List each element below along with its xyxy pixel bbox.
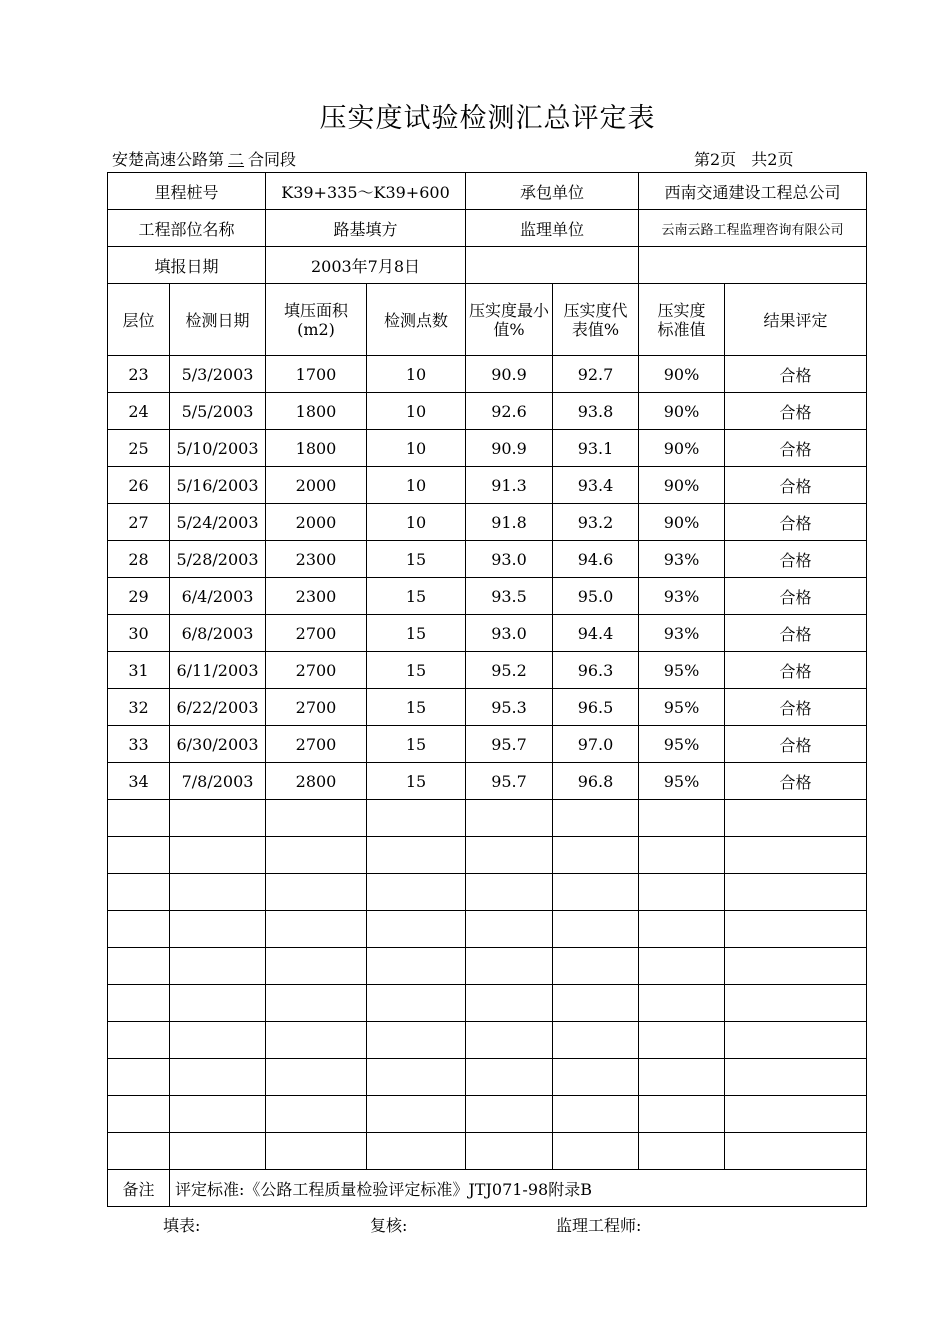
cell-standard: 95% xyxy=(639,689,725,726)
cell-point-count: 10 xyxy=(367,467,466,504)
empty-cell xyxy=(725,837,867,874)
cell-point-count: 15 xyxy=(367,652,466,689)
cell-test-date: 6/4/2003 xyxy=(170,578,266,615)
cell-layer: 29 xyxy=(108,578,170,615)
cell-rep-compaction: 94.4 xyxy=(553,615,639,652)
header-point-count: 检测点数 xyxy=(367,284,466,356)
cell-point-count: 15 xyxy=(367,689,466,726)
remark-label: 备注 xyxy=(108,1170,170,1207)
empty-cell xyxy=(553,837,639,874)
project-part-label: 工程部位名称 xyxy=(108,210,266,247)
cell-result: 合格 xyxy=(725,541,867,578)
empty-cell xyxy=(170,985,266,1022)
empty-cell xyxy=(266,1133,367,1170)
empty-cell xyxy=(639,1096,725,1133)
table-row xyxy=(108,541,867,578)
supervisor-value: 云南云路工程监理咨询有限公司 xyxy=(639,210,867,247)
cell-area: 2700 xyxy=(266,652,367,689)
empty-cell xyxy=(367,837,466,874)
empty-row xyxy=(108,874,867,911)
cell-test-date: 5/3/2003 xyxy=(170,356,266,393)
report-date-value: 2003年7月8日 xyxy=(266,247,466,284)
empty-cell xyxy=(466,800,553,837)
cell-standard: 90% xyxy=(639,393,725,430)
cell-point-count: 15 xyxy=(367,578,466,615)
cell-standard: 95% xyxy=(639,763,725,800)
empty-cell xyxy=(367,911,466,948)
cell-area: 2700 xyxy=(266,615,367,652)
cell-layer: 32 xyxy=(108,689,170,726)
empty-cell xyxy=(553,800,639,837)
cell-rep-compaction: 95.0 xyxy=(553,578,639,615)
cell-area: 1800 xyxy=(266,393,367,430)
cell-rep-compaction: 93.4 xyxy=(553,467,639,504)
cell-result: 合格 xyxy=(725,578,867,615)
cell-test-date: 5/24/2003 xyxy=(170,504,266,541)
cell-min-compaction: 93.0 xyxy=(466,615,553,652)
empty-cell xyxy=(639,985,725,1022)
cell-min-compaction: 95.7 xyxy=(466,763,553,800)
empty-cell xyxy=(725,1096,867,1133)
empty-cell xyxy=(266,911,367,948)
cell-result: 合格 xyxy=(725,652,867,689)
empty-cell xyxy=(108,1096,170,1133)
cell-rep-compaction: 93.1 xyxy=(553,430,639,467)
info-row-project-part xyxy=(108,210,867,247)
cell-area: 1800 xyxy=(266,430,367,467)
table-row xyxy=(108,504,867,541)
header-min-compaction: 压实度最小值% xyxy=(466,284,553,356)
empty-cell xyxy=(108,948,170,985)
empty-cell xyxy=(466,1022,553,1059)
empty-cell xyxy=(266,985,367,1022)
empty-row xyxy=(108,1059,867,1096)
empty-cell xyxy=(639,1133,725,1170)
cell-standard: 90% xyxy=(639,430,725,467)
cell-test-date: 6/8/2003 xyxy=(170,615,266,652)
cell-test-date: 5/28/2003 xyxy=(170,541,266,578)
cell-test-date: 7/8/2003 xyxy=(170,763,266,800)
remark-text: 评定标准:《公路工程质量检验评定标准》JTJ071-98附录B xyxy=(170,1170,867,1207)
cell-result: 合格 xyxy=(725,726,867,763)
empty-cell xyxy=(553,1059,639,1096)
empty-cell xyxy=(367,1133,466,1170)
cell-rep-compaction: 96.5 xyxy=(553,689,639,726)
cell-standard: 93% xyxy=(639,578,725,615)
empty-cell xyxy=(725,874,867,911)
cell-result: 合格 xyxy=(725,393,867,430)
table-row xyxy=(108,393,867,430)
info-row-report-date xyxy=(108,247,867,284)
empty-row xyxy=(108,1096,867,1133)
cell-test-date: 6/11/2003 xyxy=(170,652,266,689)
empty-cell xyxy=(108,1022,170,1059)
header-area: 填压面积(m2) xyxy=(266,284,367,356)
cell-point-count: 10 xyxy=(367,393,466,430)
cell-area: 2800 xyxy=(266,763,367,800)
empty-cell xyxy=(170,1022,266,1059)
empty-cell xyxy=(553,874,639,911)
cell-standard: 93% xyxy=(639,615,725,652)
cell-rep-compaction: 97.0 xyxy=(553,726,639,763)
cell-result: 合格 xyxy=(725,504,867,541)
cell-standard: 95% xyxy=(639,652,725,689)
cell-rep-compaction: 92.7 xyxy=(553,356,639,393)
table-row xyxy=(108,430,867,467)
cell-area: 2300 xyxy=(266,578,367,615)
cell-layer: 24 xyxy=(108,393,170,430)
empty-cell xyxy=(466,911,553,948)
report-date-label: 填报日期 xyxy=(108,247,266,284)
cell-min-compaction: 95.7 xyxy=(466,726,553,763)
cell-result: 合格 xyxy=(725,615,867,652)
cell-area: 2700 xyxy=(266,726,367,763)
empty-cell xyxy=(367,985,466,1022)
table-row xyxy=(108,615,867,652)
cell-layer: 30 xyxy=(108,615,170,652)
empty-cell xyxy=(367,874,466,911)
cell-layer: 25 xyxy=(108,430,170,467)
table-row xyxy=(108,356,867,393)
mileage-label: 里程桩号 xyxy=(108,173,266,210)
table-row xyxy=(108,467,867,504)
cell-area: 2300 xyxy=(266,541,367,578)
cell-result: 合格 xyxy=(725,356,867,393)
cell-area: 2000 xyxy=(266,467,367,504)
cell-layer: 28 xyxy=(108,541,170,578)
empty-cell xyxy=(108,911,170,948)
cell-test-date: 5/5/2003 xyxy=(170,393,266,430)
header-layer: 层位 xyxy=(108,284,170,356)
empty-cell xyxy=(170,948,266,985)
empty-cell xyxy=(170,1059,266,1096)
empty-cell xyxy=(266,1096,367,1133)
cell-rep-compaction: 96.3 xyxy=(553,652,639,689)
empty-cell xyxy=(553,948,639,985)
column-header-row xyxy=(108,284,867,356)
table-row xyxy=(108,652,867,689)
cell-min-compaction: 93.0 xyxy=(466,541,553,578)
empty-cell xyxy=(266,948,367,985)
cell-min-compaction: 92.6 xyxy=(466,393,553,430)
cell-rep-compaction: 94.6 xyxy=(553,541,639,578)
info-row-mileage xyxy=(108,173,867,210)
table-row xyxy=(108,763,867,800)
empty-cell xyxy=(108,985,170,1022)
cell-point-count: 15 xyxy=(367,541,466,578)
empty-cell xyxy=(266,800,367,837)
cell-point-count: 15 xyxy=(367,763,466,800)
cell-rep-compaction: 93.2 xyxy=(553,504,639,541)
empty-cell xyxy=(639,911,725,948)
empty-cell xyxy=(367,800,466,837)
cell-min-compaction: 93.5 xyxy=(466,578,553,615)
cell-test-date: 6/30/2003 xyxy=(170,726,266,763)
header-representative-compaction: 压实度代表值% xyxy=(553,284,639,356)
subline-prefix: 安楚高速公路第 xyxy=(112,150,225,169)
compaction-summary-table xyxy=(107,172,867,1207)
cell-layer: 33 xyxy=(108,726,170,763)
empty-row xyxy=(108,800,867,837)
cell-layer: 31 xyxy=(108,652,170,689)
cell-min-compaction: 90.9 xyxy=(466,356,553,393)
reviewed-by-label: 复核: xyxy=(370,1216,408,1235)
cell-test-date: 5/16/2003 xyxy=(170,467,266,504)
remark-row xyxy=(108,1170,867,1207)
table-row xyxy=(108,726,867,763)
empty-cell xyxy=(639,247,867,284)
empty-cell xyxy=(553,1022,639,1059)
empty-cell xyxy=(466,837,553,874)
cell-min-compaction: 90.9 xyxy=(466,430,553,467)
empty-cell xyxy=(170,837,266,874)
empty-cell xyxy=(367,1022,466,1059)
cell-result: 合格 xyxy=(725,763,867,800)
contract-segment-number: 二 xyxy=(228,150,245,169)
empty-cell xyxy=(170,874,266,911)
empty-cell xyxy=(266,1022,367,1059)
table-row xyxy=(108,689,867,726)
empty-cell xyxy=(639,874,725,911)
page-info: 第2页 共2页 xyxy=(694,150,794,169)
cell-layer: 27 xyxy=(108,504,170,541)
cell-layer: 23 xyxy=(108,356,170,393)
header-standard-compaction: 压实度标准值 xyxy=(639,284,725,356)
empty-cell xyxy=(553,985,639,1022)
cell-standard: 90% xyxy=(639,467,725,504)
empty-cell xyxy=(639,837,725,874)
cell-point-count: 10 xyxy=(367,356,466,393)
empty-cell xyxy=(725,948,867,985)
empty-cell xyxy=(639,1022,725,1059)
empty-cell xyxy=(725,985,867,1022)
empty-row xyxy=(108,1133,867,1170)
empty-row xyxy=(108,1022,867,1059)
empty-cell xyxy=(466,1059,553,1096)
empty-cell xyxy=(108,837,170,874)
empty-cell xyxy=(639,1059,725,1096)
empty-cell xyxy=(639,948,725,985)
empty-cell xyxy=(466,948,553,985)
cell-point-count: 10 xyxy=(367,504,466,541)
cell-rep-compaction: 96.8 xyxy=(553,763,639,800)
contractor-value: 西南交通建设工程总公司 xyxy=(639,173,867,210)
cell-result: 合格 xyxy=(725,430,867,467)
cell-min-compaction: 91.3 xyxy=(466,467,553,504)
engineer-label: 监理工程师: xyxy=(556,1216,642,1235)
empty-cell xyxy=(108,1133,170,1170)
empty-cell xyxy=(266,874,367,911)
cell-area: 2000 xyxy=(266,504,367,541)
cell-area: 2700 xyxy=(266,689,367,726)
empty-cell xyxy=(725,800,867,837)
cell-min-compaction: 95.2 xyxy=(466,652,553,689)
empty-cell xyxy=(553,1096,639,1133)
cell-point-count: 15 xyxy=(367,615,466,652)
empty-cell xyxy=(725,1059,867,1096)
cell-layer: 26 xyxy=(108,467,170,504)
empty-cell xyxy=(553,911,639,948)
cell-min-compaction: 95.3 xyxy=(466,689,553,726)
contractor-label: 承包单位 xyxy=(466,173,639,210)
cell-result: 合格 xyxy=(725,467,867,504)
project-part-value: 路基填方 xyxy=(266,210,466,247)
header-result: 结果评定 xyxy=(725,284,867,356)
cell-test-date: 6/22/2003 xyxy=(170,689,266,726)
empty-cell xyxy=(266,1059,367,1096)
table-row xyxy=(108,578,867,615)
empty-row xyxy=(108,985,867,1022)
empty-cell xyxy=(466,1096,553,1133)
empty-cell xyxy=(725,1022,867,1059)
subline-suffix: 合同段 xyxy=(248,150,297,169)
cell-rep-compaction: 93.8 xyxy=(553,393,639,430)
empty-cell xyxy=(108,800,170,837)
cell-min-compaction: 91.8 xyxy=(466,504,553,541)
empty-cell xyxy=(367,1059,466,1096)
supervisor-label: 监理单位 xyxy=(466,210,639,247)
empty-cell xyxy=(367,1096,466,1133)
empty-cell xyxy=(466,874,553,911)
empty-cell xyxy=(725,1133,867,1170)
empty-cell xyxy=(725,911,867,948)
empty-cell xyxy=(553,1133,639,1170)
filled-by-label: 填表: xyxy=(163,1216,201,1235)
empty-cell xyxy=(108,1059,170,1096)
empty-cell xyxy=(170,1133,266,1170)
empty-row xyxy=(108,948,867,985)
empty-row xyxy=(108,911,867,948)
header-test-date: 检测日期 xyxy=(170,284,266,356)
cell-point-count: 15 xyxy=(367,726,466,763)
empty-cell xyxy=(108,874,170,911)
empty-cell xyxy=(466,1133,553,1170)
empty-cell xyxy=(170,1096,266,1133)
mileage-value: K39+335～K39+600 xyxy=(266,173,466,210)
empty-cell xyxy=(170,911,266,948)
cell-standard: 95% xyxy=(639,726,725,763)
empty-cell xyxy=(466,985,553,1022)
cell-area: 1700 xyxy=(266,356,367,393)
empty-row xyxy=(108,837,867,874)
cell-result: 合格 xyxy=(725,689,867,726)
cell-standard: 90% xyxy=(639,504,725,541)
cell-standard: 90% xyxy=(639,356,725,393)
empty-cell xyxy=(466,247,639,284)
cell-standard: 93% xyxy=(639,541,725,578)
empty-cell xyxy=(170,800,266,837)
cell-test-date: 5/10/2003 xyxy=(170,430,266,467)
empty-cell xyxy=(639,800,725,837)
contract-section-line xyxy=(112,147,296,170)
empty-cell xyxy=(367,948,466,985)
page-title: 压实度试验检测汇总评定表 xyxy=(319,103,656,134)
cell-point-count: 10 xyxy=(367,430,466,467)
empty-cell xyxy=(266,837,367,874)
cell-layer: 34 xyxy=(108,763,170,800)
